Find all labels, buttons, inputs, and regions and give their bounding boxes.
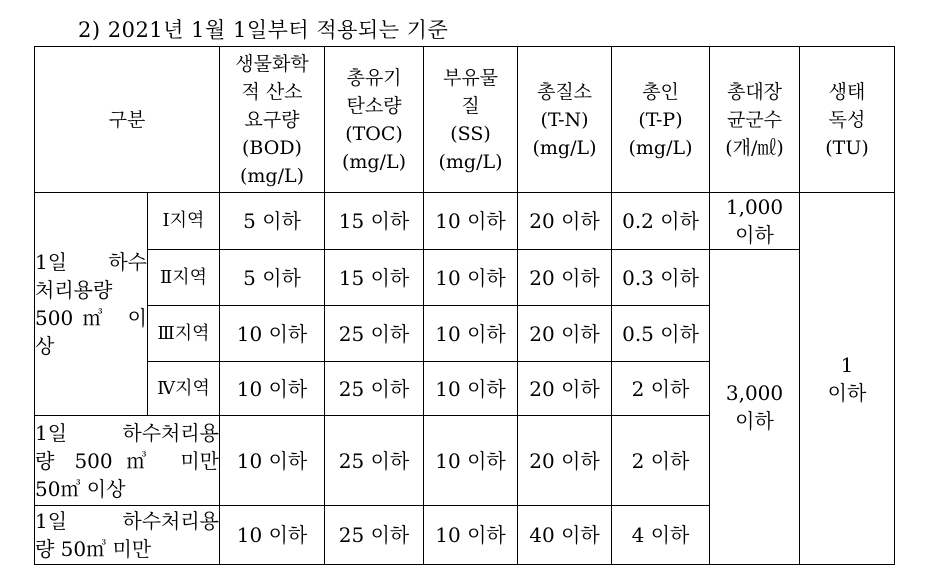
header-toxicity: 생태 독성 (TU)	[800, 47, 895, 193]
tp-value: 0.2 이하	[612, 193, 710, 250]
section-title: 2) 2021년 1월 1일부터 적용되는 기준	[78, 18, 449, 42]
tp-value: 0.5 이하	[612, 306, 710, 362]
toc-value: 25 이하	[325, 416, 424, 506]
effluent-standards-table	[34, 46, 895, 565]
bod-value: 10 이하	[220, 416, 325, 506]
toc-value: 15 이하	[325, 193, 424, 250]
header-tp: 총인 (T-P) (mg/L)	[612, 47, 710, 193]
region-label: Ⅱ지역	[148, 250, 220, 306]
tn-value: 20 이하	[518, 362, 612, 416]
toxicity-value: 1 이하	[800, 193, 895, 565]
tp-value: 4 이하	[612, 506, 710, 565]
header-toc: 총유기 탄소량 (TOC) (mg/L)	[325, 47, 424, 193]
header-bod: 생물화학 적 산소 요구량 (BOD) (mg/L)	[220, 47, 325, 193]
ss-value: 10 이하	[424, 362, 518, 416]
header-category: 구분	[35, 47, 220, 193]
bod-value: 5 이하	[220, 250, 325, 306]
table-row	[35, 193, 895, 250]
tn-value: 20 이하	[518, 416, 612, 506]
bod-value: 10 이하	[220, 506, 325, 565]
coliform-value-1: 1,000 이하	[710, 193, 800, 250]
header-tn: 총질소 (T-N) (mg/L)	[518, 47, 612, 193]
toc-value: 15 이하	[325, 250, 424, 306]
toc-value: 25 이하	[325, 506, 424, 565]
tp-value: 2 이하	[612, 362, 710, 416]
ss-value: 10 이하	[424, 506, 518, 565]
ss-value: 10 이하	[424, 416, 518, 506]
coliform-value-2: 3,000 이하	[710, 250, 800, 565]
header-ss: 부유물 질 (SS) (mg/L)	[424, 47, 518, 193]
tn-value: 40 이하	[518, 506, 612, 565]
group3-label: 1일 하수처리용 량 50㎥ 미만	[35, 506, 220, 565]
tp-value: 0.3 이하	[612, 250, 710, 306]
toc-value: 25 이하	[325, 306, 424, 362]
tp-value: 2 이하	[612, 416, 710, 506]
bod-value: 5 이하	[220, 193, 325, 250]
tn-value: 20 이하	[518, 306, 612, 362]
region-label: Ⅳ지역	[148, 362, 220, 416]
group1-label: 1일 하수 처리용량 500㎥ 이 상	[35, 193, 148, 416]
bod-value: 10 이하	[220, 306, 325, 362]
header-coliform: 총대장 균군수 (개/㎖)	[710, 47, 800, 193]
group2-label: 1일 하수처리용 량 500㎥ 미만 50㎥ 이상	[35, 416, 220, 506]
bod-value: 10 이하	[220, 362, 325, 416]
table-row	[35, 250, 895, 306]
ss-value: 10 이하	[424, 193, 518, 250]
header-row	[35, 47, 895, 193]
tn-value: 20 이하	[518, 193, 612, 250]
region-label: Ⅲ지역	[148, 306, 220, 362]
region-label: Ⅰ지역	[148, 193, 220, 250]
ss-value: 10 이하	[424, 250, 518, 306]
toc-value: 25 이하	[325, 362, 424, 416]
ss-value: 10 이하	[424, 306, 518, 362]
tn-value: 20 이하	[518, 250, 612, 306]
